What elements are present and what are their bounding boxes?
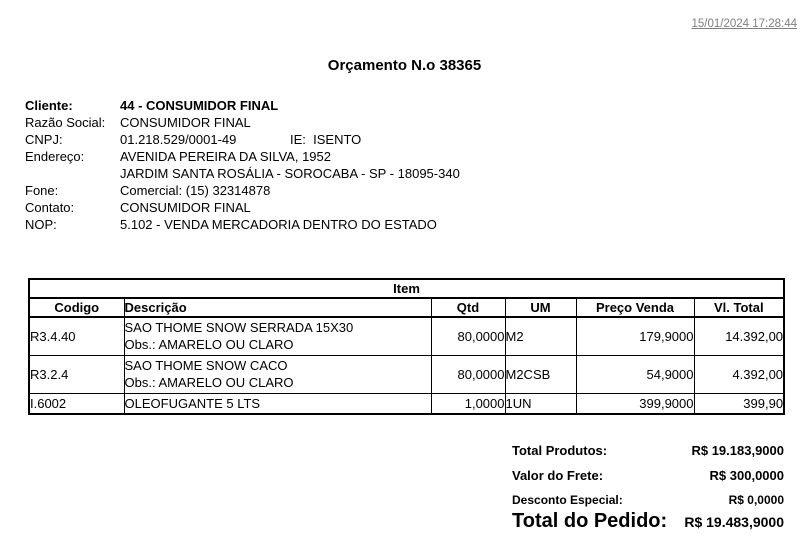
field-label: NOP: [25, 217, 57, 232]
cell-codigo: R3.4.40 [29, 317, 124, 355]
client-row-endereco-line2 [25, 165, 460, 182]
field-label: Endereço: [25, 149, 85, 164]
valor-frete-row [512, 468, 784, 483]
cell-codigo: R3.2.4 [29, 355, 124, 393]
client-row-fone [25, 182, 460, 199]
group-header-row [29, 279, 784, 298]
total-label: Desconto Especial: [512, 493, 623, 507]
report-timestamp: 15/01/2024 17:28:44 [691, 18, 797, 30]
cell-qtd: 1,0000 [431, 393, 505, 414]
grand-total-label: Total do Pedido: [512, 510, 668, 532]
total-produtos-row [512, 443, 784, 458]
descricao-line1: SAO THOME SNOW CACO [124, 358, 288, 373]
page-title: Orçamento N.o 38365 [327, 57, 482, 74]
column-header-um: UM [505, 298, 576, 317]
cell-descricao [124, 355, 431, 393]
items-table [28, 278, 785, 415]
item-row [29, 317, 784, 355]
cell-preco-venda: 179,9000 [576, 317, 694, 355]
field-label: Razão Social: [25, 115, 106, 130]
totals-block [512, 440, 784, 542]
client-row-cliente [25, 97, 460, 114]
cell-vl-total: 399,90 [694, 393, 784, 414]
cnpj-value: 01.218.529/0001-49 [120, 132, 237, 147]
items-table-head [29, 279, 784, 317]
client-row-endereco [25, 148, 460, 165]
cell-preco-venda: 399,9000 [576, 393, 694, 414]
column-header-descricao: Descrição [124, 298, 431, 317]
field-label: Fone: [25, 183, 59, 198]
item-row [29, 393, 784, 414]
field-value: CONSUMIDOR FINAL [120, 200, 251, 215]
field-value: JARDIM SANTA ROSÁLIA - SOROCABA - SP - 18095-340 [120, 166, 460, 181]
column-header-qtd: Qtd [431, 298, 505, 317]
total-label: Total Produtos: [512, 443, 608, 458]
grand-total-row [512, 510, 784, 533]
column-header-codigo: Codigo [29, 298, 124, 317]
descricao-line1: SAO THOME SNOW SERRADA 15X30 [124, 320, 354, 336]
client-info-block [25, 97, 460, 233]
items-table-body [29, 317, 784, 414]
cell-preco-venda: 54,9000 [576, 355, 694, 393]
client-row-razao-social [25, 114, 460, 131]
cell-codigo: I.6002 [29, 393, 124, 414]
cell-qtd: 80,0000 [431, 355, 505, 393]
item-row [29, 355, 784, 393]
grand-total-value: R$ 19.483,9000 [684, 514, 784, 530]
group-header-item: Item [29, 279, 784, 298]
field-label [25, 165, 120, 182]
column-header-preco-venda: Preço Venda [576, 298, 694, 317]
field-value [120, 131, 361, 148]
desconto-especial-row [512, 493, 784, 507]
field-value: AVENIDA PEREIRA DA SILVA, 1952 [120, 149, 331, 164]
cell-qtd: 80,0000 [431, 317, 505, 355]
descricao-line2: Obs.: AMARELO OU CLARO [124, 375, 294, 390]
field-value: Comercial: (15) 32314878 [120, 183, 271, 198]
field-label: Contato: [25, 200, 75, 215]
cell-descricao [124, 317, 431, 355]
field-label: CNPJ: [25, 132, 63, 147]
field-value: 5.102 - VENDA MERCADORIA DENTRO DO ESTADO [120, 217, 437, 232]
field-label: Cliente: [25, 98, 73, 113]
column-header-vl-total: Vl. Total [694, 298, 784, 317]
column-header-row [29, 298, 784, 317]
client-row-contato [25, 199, 460, 216]
cell-um: 1UN [505, 393, 576, 414]
field-value: CONSUMIDOR FINAL [120, 115, 251, 130]
cell-um: M2CSB [505, 355, 576, 393]
field-value: 44 - CONSUMIDOR FINAL [120, 98, 279, 113]
total-value: R$ 300,0000 [709, 468, 784, 483]
total-label: Valor do Frete: [512, 468, 604, 483]
total-value: R$ 19.183,9000 [691, 443, 784, 458]
cell-vl-total: 4.392,00 [694, 355, 784, 393]
cell-vl-total: 14.392,00 [694, 317, 784, 355]
client-row-nop [25, 216, 460, 233]
descricao-line1: OLEOFUGANTE 5 LTS [124, 395, 261, 411]
client-row-cnpj [25, 131, 460, 148]
cell-um: M2 [505, 317, 576, 355]
descricao-line2: Obs.: AMARELO OU CLARO [124, 337, 294, 353]
ie-value: IE: ISENTO [290, 132, 362, 147]
cell-descricao [124, 393, 431, 414]
total-value: R$ 0,0000 [728, 493, 784, 507]
